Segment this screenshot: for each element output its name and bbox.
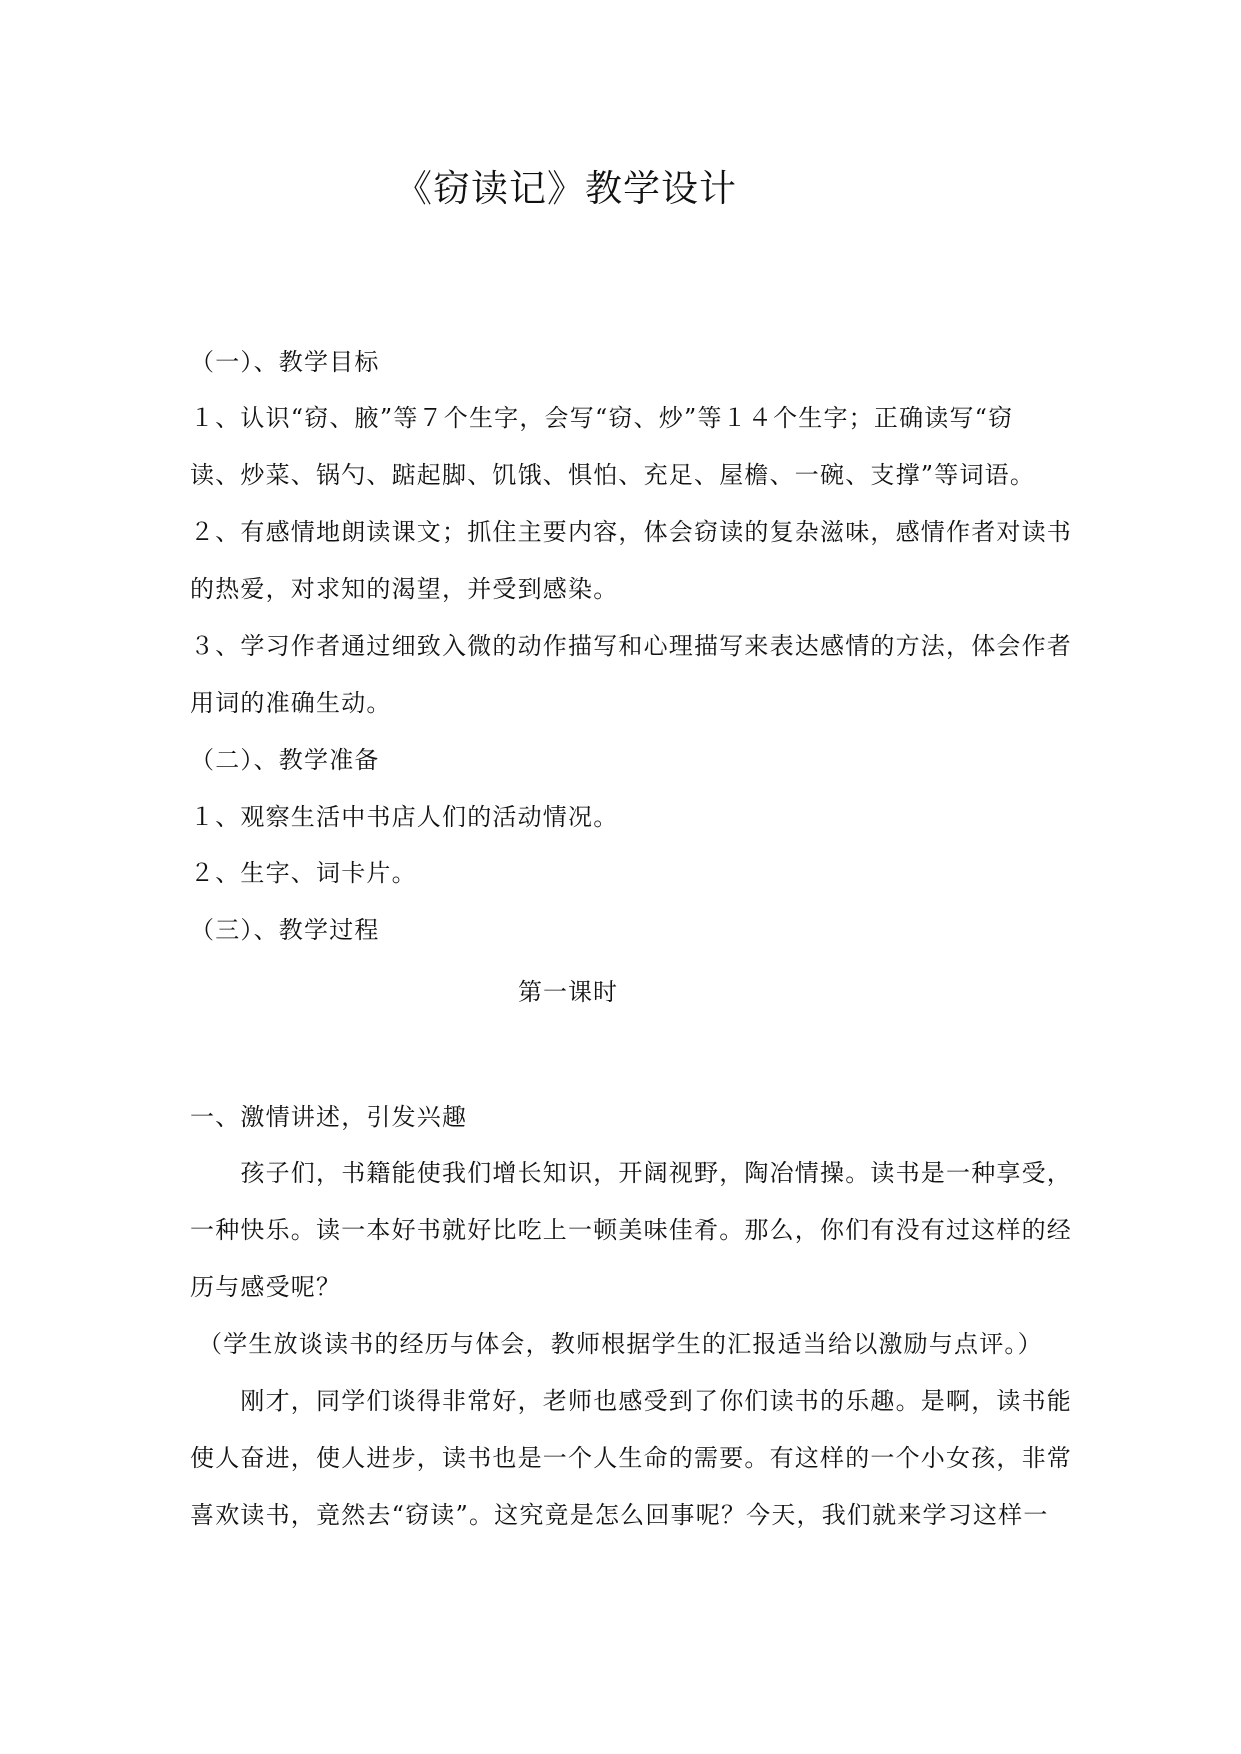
paragraph-3-line-3: 喜欢读书，竟然去“窃读”。这究竟是怎么回事呢？今天，我们就来学习这样一 (190, 1501, 1049, 1529)
goal-2-line-2: 的热爱，对求知的渴望，并受到感染。 (190, 575, 619, 603)
lesson-heading: 第一课时 (518, 978, 618, 1006)
paragraph-1-line-2: 一种快乐。读一本好书就好比吃上一顿美味佳肴。那么，你们有没有过这样的经 (190, 1216, 1072, 1244)
goal-2-line-1: ２、有感情地朗读课文；抓住主要内容，体会窃读的复杂滋味，感情作者对读书 (190, 518, 1072, 546)
goal-3-line-2: 用词的准确生动。 (190, 689, 392, 717)
section-heading-process: （三）、教学过程 (190, 916, 380, 944)
prep-item-2: ２、生字、词卡片。 (190, 859, 417, 887)
step-1-heading: 一、激情讲述，引发兴趣 (190, 1103, 468, 1131)
section-heading-goals: （一）、教学目标 (190, 348, 380, 376)
page-title: 《窃读记》教学设计 (395, 167, 737, 210)
section-heading-preparation: （二）、教学准备 (190, 746, 380, 774)
goal-1-line-2: 读、炒菜、锅勺、踮起脚、饥饿、惧怕、充足、屋檐、一碗、支撑”等词语。 (190, 461, 1036, 489)
paragraph-3-line-2: 使人奋进，使人进步，读书也是一个人生命的需要。有这样的一个小女孩，非常 (190, 1444, 1072, 1472)
goal-1-line-1: １、认识“窃、腋”等７个生字，会写“窃、炒”等１４个生字；正确读写“窃 (190, 404, 1014, 432)
prep-item-1: １、观察生活中书店人们的活动情况。 (190, 803, 619, 831)
goal-3-line-1: ３、学习作者通过细致入微的动作描写和心理描写来表达感情的方法，体会作者 (190, 632, 1072, 660)
paragraph-1-line-3: 历与感受呢？ (190, 1273, 342, 1301)
paragraph-3-line-1: 刚才，同学们谈得非常好，老师也感受到了你们读书的乐趣。是啊，读书能 (190, 1387, 1072, 1415)
paragraph-1-line-1: 孩子们，书籍能使我们增长知识，开阔视野，陶冶情操。读书是一种享受， (190, 1159, 1072, 1187)
paragraph-2: （学生放谈读书的经历与体会，教师根据学生的汇报适当给以激励与点评。） (198, 1330, 1043, 1358)
